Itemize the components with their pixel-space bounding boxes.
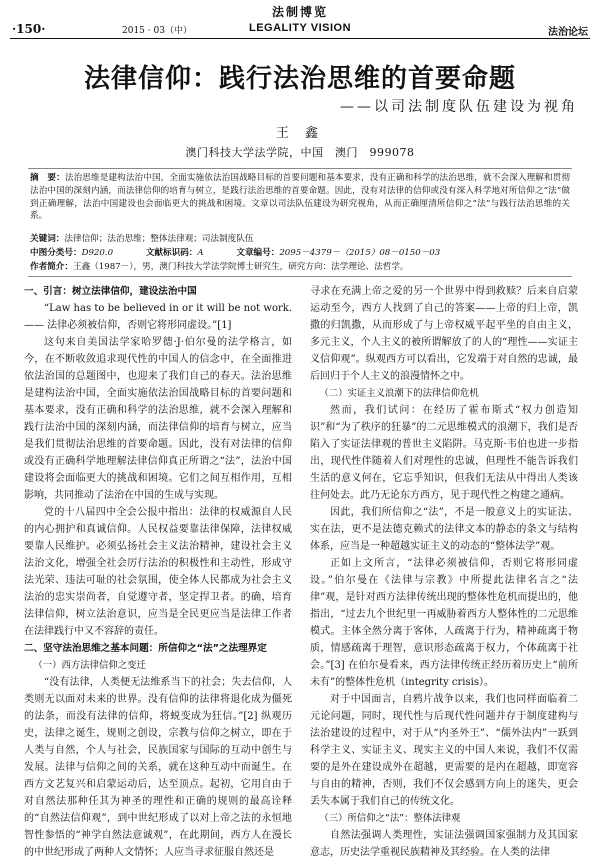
author-name: 王 鑫	[275, 126, 325, 141]
abstract-top-divider	[28, 168, 572, 169]
section-heading: 二、坚守法治思维之基本问题：所信仰之“法”之法理界定	[24, 643, 267, 654]
subsection-heading: （三）所信仰之“法”：整体法律观	[319, 813, 461, 824]
subsection-heading: （一）西方法律信仰之变迁	[33, 660, 146, 671]
body-paragraph: 然而，我们试问：在经历了霍布斯式“权力创造知识”和“为了秩序的狂暴”的二元思维模式的浪潮下，我们是否陷入了实证法律观的普世主义陷阱。马克斯·韦伯也进一步指出，现代性伴随着人们对理性的忠诚，但理性不能告诉我们生活的意义何在，它忘乎知识，但我们无法从中得出人类该往何处去。此乃无论东方西方，见于现代性之构建之通病。	[310, 405, 578, 501]
body-column-left	[24, 283, 292, 861]
keywords	[30, 232, 570, 244]
abstract-label: 摘 要：	[30, 173, 65, 183]
author-affiliation: 澳门科技大学法学院，中国 澳门 999078	[185, 146, 415, 159]
doc-code-label: 文献标识码：	[145, 248, 198, 258]
article-no-value: 2095－4379－（2015）08－0150－03	[279, 248, 441, 258]
article-subtitle: ——以司法制度队伍建设为视角	[340, 99, 578, 115]
keywords-text: 法律信仰；法治思维；整体法律观；司法制度队伍	[64, 234, 254, 244]
doc-code-field	[146, 248, 204, 258]
issue-label: 2015 · 03（中）	[122, 26, 192, 36]
body-paragraph: “没有法律，人类便无法维系当下的社会；失去信仰，人类则无以面对未来的世界。没有信仰的法律将退化成为僵死的法条，而没有法律的信仰，将蜕变成为狂信。”[2] 纵观历史，法律之诞生，规则之创设，宗教与信仰之树立，即在于人类与自然，个人与社会，民族国家与国际的互动中创生与发展。法律与信仰之间的关系，就在这种互动中而诞生。在西方文艺复兴和启蒙运动后，达至顶点。起初，它用自由于对自然法那种任其为神圣的理性和正确的规则的最高诠释的“自然法信仰观”，到中世纪形成了以对上帝之法的永恒地智性参悟的“神学自然法意诚观”，在此期间，西方人在漫长的中世纪形成了两种人文情怀；人应当寻求征服自然还是	[24, 677, 292, 858]
clc-field	[30, 248, 113, 258]
body-paragraph: 正如上文所言，“法律必须被信仰，否则它将形同虚设。”伯尔曼在《法律与宗教》中所提此法律名言之“法律”观，是针对西方法律传统出现的整体性危机而提出的，他指出，“过去九个世纪里一再威胁着西方人整体性的二元思维模式。主体全然分离于客体，人疏离于行为，精神疏离于物质，情感疏离于理智，意识形态疏离于权力，个体疏离于社会。”[3] 在伯尔曼看来，西方法律传统正经历着历史上“前所未有”的整体性危机（integrity crisis）。	[310, 558, 578, 688]
body-paragraph: 党的十八届四中全会公报中指出：法律的权威源自人民的内心拥护和真诚信仰。人民权益要靠法律保障，法律权威要靠人民维护。必须弘扬社会主义法治精神，建设社会主义法治文化，增强全社会厉行法治的积极性和主动性，形成守法光荣、违法可耻的社会氛围，使全体人民都成为社会主义法治的忠实崇尚者，自觉遵守者，坚定捍卫者。的确，培育法律信仰，树立法治意识，应当是全民更应当是法律工作者在法律践行中又不容辞的责任。	[24, 507, 292, 637]
page-number: ·150·	[12, 22, 46, 36]
section-heading: 一、引言：树立法律信仰，建设法治中国	[24, 286, 197, 297]
running-header	[0, 0, 600, 42]
body-paragraph: 这句来自美国法学家哈罗德·J·伯尔曼的法学格言，如今，在不断收敛追求现代性的中国人的信念中，在全面推进依法治国的总题图中，也迎来了我们自己的春天。法治思维是建构法治中国，全面实施依法治国战略目标的首要问题和基本要求，没有正确和科学的法治思维，就不会深入理解和践行法治中国的深刻内涵，而法律信仰的培育与树立，应当是我们贯彻法治思维的首要命题。因此，没有对法律的信仰或没有正确科学地理解法律信仰真正所谓之“法”，法治中国建设将会面临更大的挑战和困境。它们之间互相作用，互相影响，共同推动了法治在中国的生成与实现。	[24, 337, 292, 501]
bio-label: 作者简介：	[30, 262, 73, 272]
classification-line	[30, 246, 570, 258]
abstract	[30, 172, 570, 223]
body-paragraph: 寻求在充满上帝之爱的另一个世界中得到救赎？后来自启蒙运动至今，西方人找到了自己的答案——上帝的归上帝，凯撒的归凯撒，从而形成了与上帝权威平起平坐的自由主义，多元主义，个人主义的被所谓解放了的人的“理性——实证主义信仰观”。纵观西方可以看出，它发端于对自然的忠诚，最后回归于个人主义的浪漫情怀之中。	[310, 286, 578, 382]
subsection-heading: （二）实证主义浪潮下的法律信仰危机	[319, 388, 479, 399]
body-paragraph: 对于中国面言，自鸦片战争以来，我们也同样面临着二元论问题，同时，现代性与后现代性问题并存于制度建构与法治建设的过程中，对于从“内圣外王”、“儒外法内”一跃到科学主义、实证主义、现实主义的中国人来说，我们不仅需要的是外在建设成外在超越，更需要的是内在超越，即宽容与自由的精神，否则，我们不仅会感到方向上的迷失，更会丢失本属于我们自己的传统文化。	[310, 694, 578, 807]
article-no-label: 文章编号：	[236, 248, 280, 258]
author-bio	[30, 260, 570, 272]
bio-text: 王鑫（1987－），男，澳门科技大学法学院博士研究生，研究方向：法学理论、法哲学。	[72, 262, 409, 272]
body-column-right	[310, 283, 578, 861]
body-paragraph: “Law has to be believed in or it will be not work. —— 法律必须被信仰，否则它将形同虚设。”[1]	[24, 303, 292, 331]
body-paragraph: 因此，我们所信仰之“法”，不是一般意义上的实证法、实在法，更不是法德克赖式的法律文本的静态的条文与结构体系，应当是一种超越实证主义的动态的“整体法学”观。	[310, 507, 578, 552]
journal-name: 法制博览	[271, 5, 328, 19]
body-paragraph: 自然法强调人类理性，实证法强调国家强制力及其国家意志，历史法学重视民族精神及其经验。在人类的法律	[310, 830, 578, 858]
article-no-field	[236, 248, 440, 258]
section-label: 法治论坛	[548, 27, 588, 38]
doc-code-value: A	[197, 248, 204, 258]
journal-name-en: LEGALITY VISION	[248, 22, 352, 34]
clc-label: 中图分类号：	[30, 248, 82, 258]
clc-value: D920.0	[81, 248, 114, 258]
keywords-label: 关键词：	[30, 234, 65, 244]
header-divider	[10, 38, 590, 39]
body-top-divider	[28, 276, 572, 277]
abstract-text: 法治思维是建构法治中国，全面实施依法治国战略目标的首要问题和基本要求，没有正确和科学的法治思维，就不会深入理解和贯彻法治中国的深刻内涵，而法律信仰的培育与树立，是践行法治思维的首要命题。因此，没有对法律的信仰或没有深入科学地对所信仰之“法”做到正确理解，法治中国建设也会面临更大的挑战和困境。文章以司法队伍建设为研究视角，从而正确厘清所信仰之“法”与践行法治思维的关系。	[30, 173, 570, 222]
article-title: 法律信仰：践行法治思维的首要命题	[83, 64, 516, 94]
